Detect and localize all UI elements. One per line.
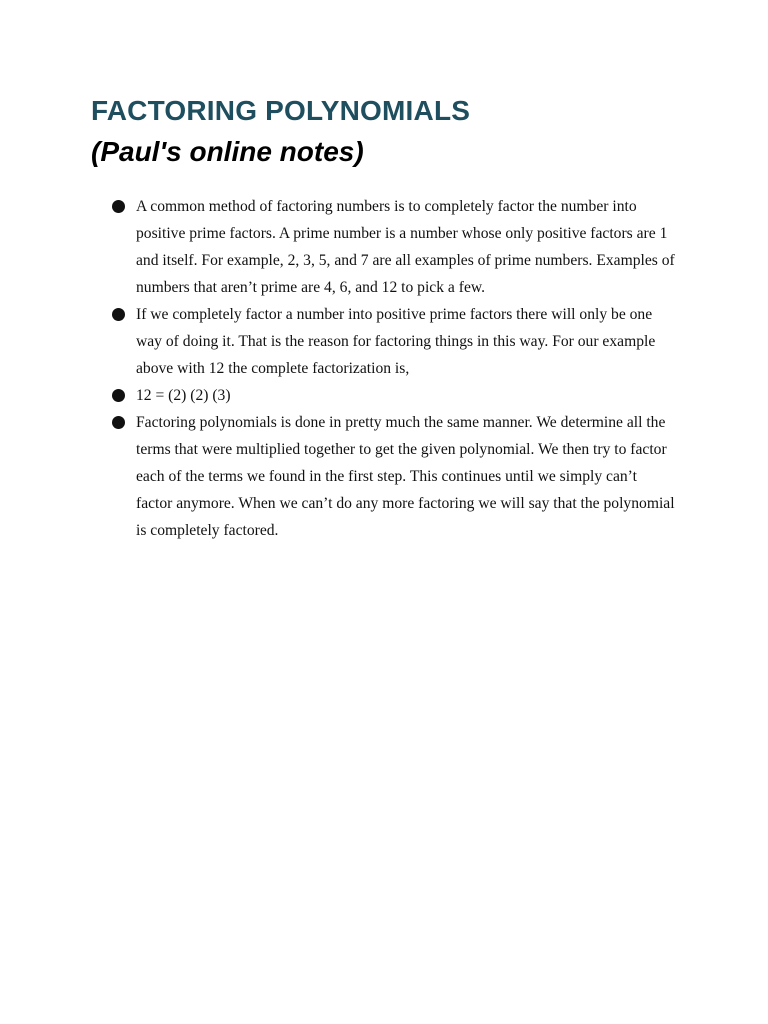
list-item-text: Factoring polynomials is done in pretty much the same manner. We determine all the terms that were multiplied together to get the given polynomial. We then try to factor each of the terms we found in the first step. This continues until we simply can’t factor anymore. When we can’t do any more factoring we will say that the polynomial is completely factored.	[136, 414, 675, 539]
bullet-list	[110, 193, 675, 544]
bullet-icon	[112, 200, 125, 213]
bullet-icon	[112, 416, 125, 429]
list-item-text: If we completely factor a number into positive prime factors there will only be one way of doing it. That is the reason for factoring things in this way. For our example above with 12 the complete factorization is,	[136, 306, 656, 377]
bullet-icon	[112, 389, 125, 402]
bullet-icon	[112, 308, 125, 321]
page-subtitle: (Paul's online notes)	[91, 136, 364, 167]
list-item-text: 12 = (2) (2) (3)	[136, 387, 231, 404]
list-item	[110, 409, 675, 544]
list-item	[110, 382, 675, 409]
list-item	[110, 193, 675, 301]
list-item-text: A common method of factoring numbers is to completely factor the number into positive prime factors. A prime number is a number whose only positive factors are 1 and itself. For example, 2, 3, 5, and 7 are all examples of prime numbers. Examples of numbers that aren’t prime are 4, 6, and 12 to pick a few.	[136, 198, 675, 296]
page-title: FACTORING POLYNOMIALS	[91, 95, 471, 126]
list-item	[110, 301, 675, 382]
